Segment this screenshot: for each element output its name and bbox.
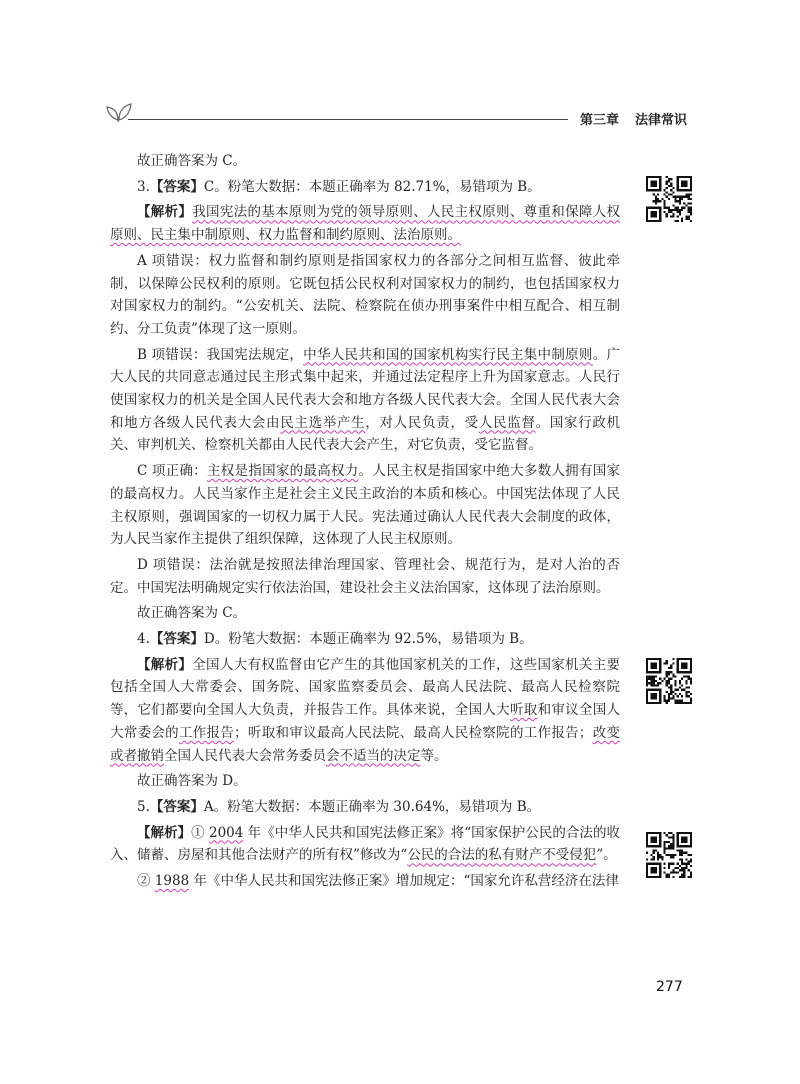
text-run: 。国家行政机关、审判机关、检察机关都由人民代表大会产生，对它负责，受它监督。	[110, 414, 621, 454]
text-run: ①	[191, 824, 209, 841]
analysis-tag: 【解析】	[137, 656, 193, 673]
page-header	[0, 100, 800, 134]
question-number: 3.	[137, 178, 150, 195]
answer-text: A。粉笔大数据：本题正确率为 30.64%，易错项为 B。	[203, 798, 541, 815]
analysis-5	[110, 822, 620, 867]
text-run: 。广大人民的共同意志通过民主形式集中起来，并通过法定程序上升为国家意志。人民行使国家权力的机关是全国人民代表大会和地方各级人民代表大会。全国人民代表大会和地方各级人民代表大会由	[110, 346, 621, 431]
page-number: 277	[656, 979, 683, 995]
text-run: 等。	[420, 747, 448, 764]
text-run: 和审议全国人大常委会的	[110, 702, 621, 741]
qr-code-icon[interactable]	[646, 832, 692, 878]
underlined-text: 2004	[209, 824, 244, 841]
underlined-text: 1988	[154, 873, 190, 890]
answer-text: C。粉笔大数据：本题正确率为 82.71%，易错项为 B。	[203, 178, 541, 195]
qr-code-icon[interactable]	[646, 176, 692, 222]
page-body	[110, 150, 620, 896]
answer-text: D。粉笔大数据：本题正确率为 92.5%，易错项为 B。	[203, 631, 533, 648]
underlined-text: 会不适当的决定	[326, 747, 421, 764]
text-run: ；听取和审议最高人民法院、最高人民检察院的工作报告；	[234, 724, 593, 741]
answer-4	[110, 628, 620, 651]
underlined-text: 工作报告	[178, 724, 235, 741]
underlined-text: 公民的合法的私有财产不受侵犯	[407, 847, 597, 864]
underlined-text: 主权是指国家的最高权力	[207, 463, 359, 480]
text-run: ，对人民负责，受	[365, 414, 479, 431]
text-run: ”。	[596, 847, 617, 864]
option-d-explanation: D 项错误：法治就是按照法律治理国家、管理社会、规范行为，是对人治的否定。中国宪法明确规定实行依法治国，建设社会主义法治国家，这体现了法治原则。	[110, 556, 620, 596]
answer-tag: 【答案】	[149, 798, 204, 815]
option-b-explanation	[110, 344, 620, 458]
text-run: ②	[137, 873, 155, 890]
underlined-text: 人民监督	[478, 414, 536, 431]
underlined-text: 听取	[509, 702, 538, 719]
question-number: 4.	[137, 631, 150, 648]
chapter-title: 法律常识	[635, 113, 688, 128]
paragraph-conclusion-2: 故正确答案为 C。	[137, 153, 247, 169]
text-run: C 项正确：	[137, 463, 207, 480]
leaf-ornament-icon	[104, 98, 134, 124]
analysis-tag: 【解析】	[137, 204, 193, 221]
answer-3	[110, 176, 620, 199]
text-run: 全国人民代表大会常务委员	[164, 747, 326, 764]
underlined-text: 民主选举产生	[280, 414, 366, 431]
question-number: 5.	[137, 798, 150, 815]
answer-5	[110, 796, 620, 819]
text-run: 年《中华人民共和国宪法修正案》增加规定：“国家允许私营经济在法律	[189, 873, 619, 890]
paragraph-conclusion-4: 故正确答案为 D。	[137, 773, 247, 790]
text-run: 全国人大有权监督由它产生的其他国家机关的工作，这些国家机关主要包括全国人大常委会、国务院、国家监察委员会、最高人民法院、最高人民检察院等，它们都要向全国人大负责，并报告工作。具体来说，全国人大	[110, 656, 621, 719]
answer-tag: 【答案】	[149, 178, 204, 195]
analysis-3	[110, 201, 620, 246]
underlined-text: 改变或者撤销	[110, 724, 621, 764]
underlined-text: 中华人民共和国的国家机构实行民主集中制原则	[303, 346, 593, 363]
analysis-tag: 【解析】	[137, 824, 192, 841]
paragraph-conclusion-3: 故正确答案为 C。	[137, 605, 247, 622]
analysis-5-point-2	[110, 870, 620, 893]
text-run: 。人民主权是指国家中绝大多数人拥有国家的最高权力。人民当家作主是社会主义民主政治的本质和核心。中国宪法体现了人民主权原则，强调国家的一切权力属于人民。宪法通过确认人民代表大会制度的政体，为人民当家作主提供了组织保障，这体现了人民主权原则。	[110, 463, 621, 548]
answer-tag: 【答案】	[149, 631, 204, 648]
qr-code-icon[interactable]	[646, 658, 692, 704]
option-c-explanation	[110, 460, 620, 551]
analysis-4	[110, 654, 620, 768]
option-a-explanation: A 项错误：权力监督和制约原则是指国家权力的各部分之间相互监督、彼此牵制，以保障公民权利的原则。它既包括公民权利对国家权力的制约，也包括国家权力对国家权力的制约。“公安机关、法院、检察院在侦办刑事案件中相互配合、相互制约、分工负责”体现了这一原则。	[110, 252, 620, 337]
text-run: 年《中华人民共和国宪法修正案》将“国家保护公民的合法的收入、储蓄、房屋和其他合法财产的所有权”修改为“	[110, 824, 620, 864]
header-rule	[128, 119, 568, 120]
chapter-heading	[580, 109, 687, 128]
chapter-number: 第三章	[580, 113, 620, 128]
analysis-text: 我国宪法的基本原则为党的领导原则、人民主权原则、尊重和保障人权原则、民主集中制原则、权力监督和制约原则、法治原则。	[110, 204, 621, 244]
text-run: B 项错误：我国宪法规定，	[137, 346, 304, 363]
